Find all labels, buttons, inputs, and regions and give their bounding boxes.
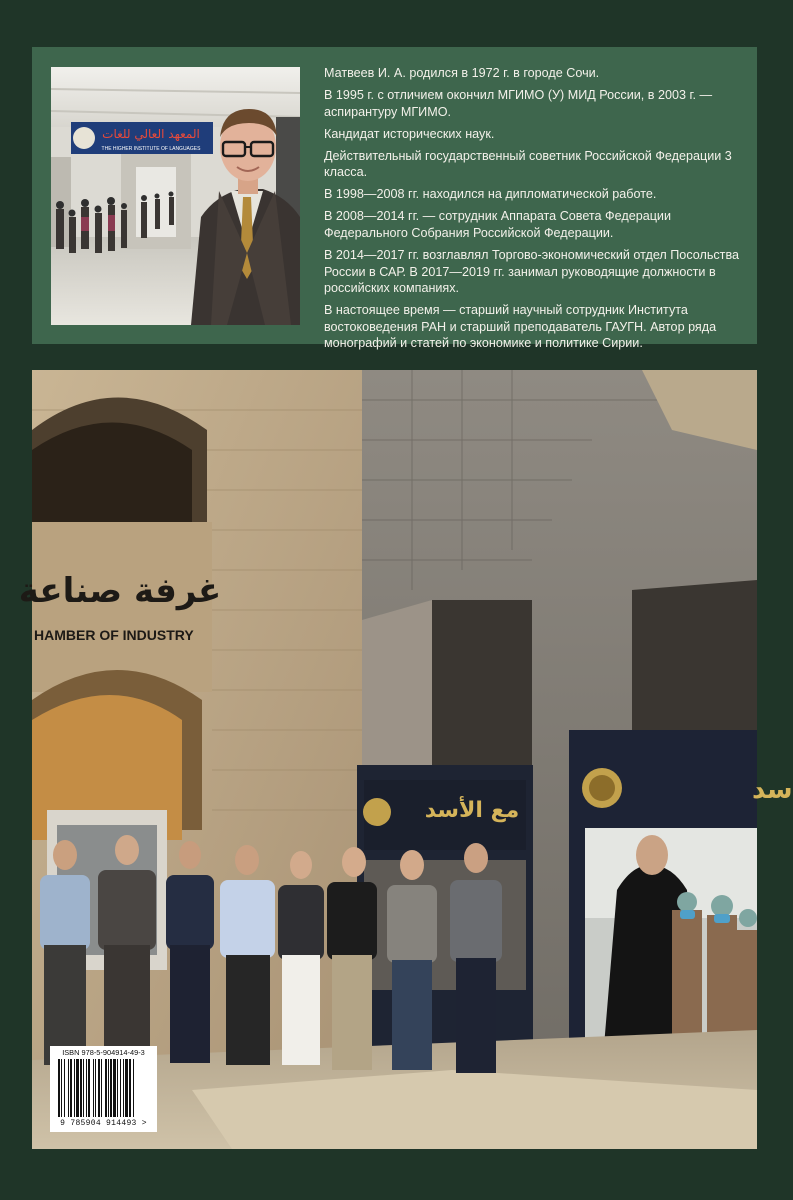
author-photo	[51, 67, 300, 325]
chamber-arabic-sign: غرفة صناعة	[18, 571, 222, 611]
barcode-bar	[61, 1059, 62, 1117]
barcode-bar	[70, 1059, 72, 1117]
isbn-barcode	[50, 1046, 157, 1132]
barcode-bar	[117, 1059, 118, 1117]
bio-paragraph-diplomatic: В 1998—2008 гг. находился на дипломатической работе.	[324, 187, 657, 202]
bio-paragraph-federation-council: В 2008—2014 гг. — сотрудник Аппарата Совета Федерации Федерального Собрания Российской Федерации.	[324, 209, 671, 240]
barcode-bar	[76, 1059, 79, 1117]
barcode-bar	[133, 1059, 134, 1117]
barcode-bar	[86, 1059, 87, 1117]
barcode-bar	[101, 1059, 102, 1117]
barcode-bar	[123, 1059, 124, 1117]
cover-photo	[18, 370, 793, 1149]
barcode-bar	[64, 1059, 65, 1117]
barcode-bar	[113, 1059, 116, 1117]
bio-paragraph-trade-office: В 2014—2017 гг. возглавлял Торгово-экономический отдел Посольства России в САР. В 2017—2019 гг. занимал руководящие должности в российских компаниях.	[324, 248, 740, 296]
barcode-bar	[68, 1059, 69, 1117]
barcode-bar	[83, 1059, 84, 1117]
barcode-bar	[98, 1059, 100, 1117]
chamber-english-sign: HAMBER OF INDUSTRY	[34, 627, 194, 643]
bio-paragraph-birth: Матвеев И. А. родился в 1972 г. в городе Сочи.	[324, 66, 600, 80]
barcode-bar	[74, 1059, 75, 1117]
barcode-bar	[80, 1059, 82, 1117]
barcode-bar	[125, 1059, 128, 1117]
barcode-bar	[120, 1059, 121, 1117]
bio-paragraph-education: В 1995 г. с отличием окончил МГИМО (У) МИД России, в 2003 г. — аспирантуру МГИМО.	[324, 88, 713, 119]
banner-right-text: سد	[752, 775, 793, 805]
barcode-digits: 9 785904 914493 >	[60, 1119, 147, 1128]
barcode-bar	[58, 1059, 60, 1117]
barcode-bar	[108, 1059, 109, 1117]
author-bio-text	[324, 65, 744, 357]
barcode-bar	[95, 1059, 96, 1117]
barcode-bar	[110, 1059, 112, 1117]
barcode-bar	[88, 1059, 90, 1117]
barcode-bar	[129, 1059, 131, 1117]
banner-left-text: مع الأسد	[424, 798, 520, 823]
bio-paragraph-degree: Кандидат исторических наук.	[324, 126, 495, 141]
isbn-label: ISBN 978-5-904914-49-3	[62, 1048, 145, 1057]
bio-paragraph-rank: Действительный государственный советник Российской Федерации 3 класса.	[324, 148, 732, 180]
author-bio-panel	[32, 47, 757, 351]
sign-english-text: THE HIGHER INSTITUTE OF LANGUAGES	[101, 146, 201, 152]
sign-arabic-text: المعهد العالي للغات	[102, 127, 200, 141]
barcode-bar	[105, 1059, 107, 1117]
bio-paragraph-current: В настоящее время — старший научный сотрудник Института востоковедения РАН и старший преподаватель ГАУГН. Автор ряда монографий и статей по экономике и политике Сирии.	[324, 303, 717, 351]
barcode-bar	[93, 1059, 94, 1117]
